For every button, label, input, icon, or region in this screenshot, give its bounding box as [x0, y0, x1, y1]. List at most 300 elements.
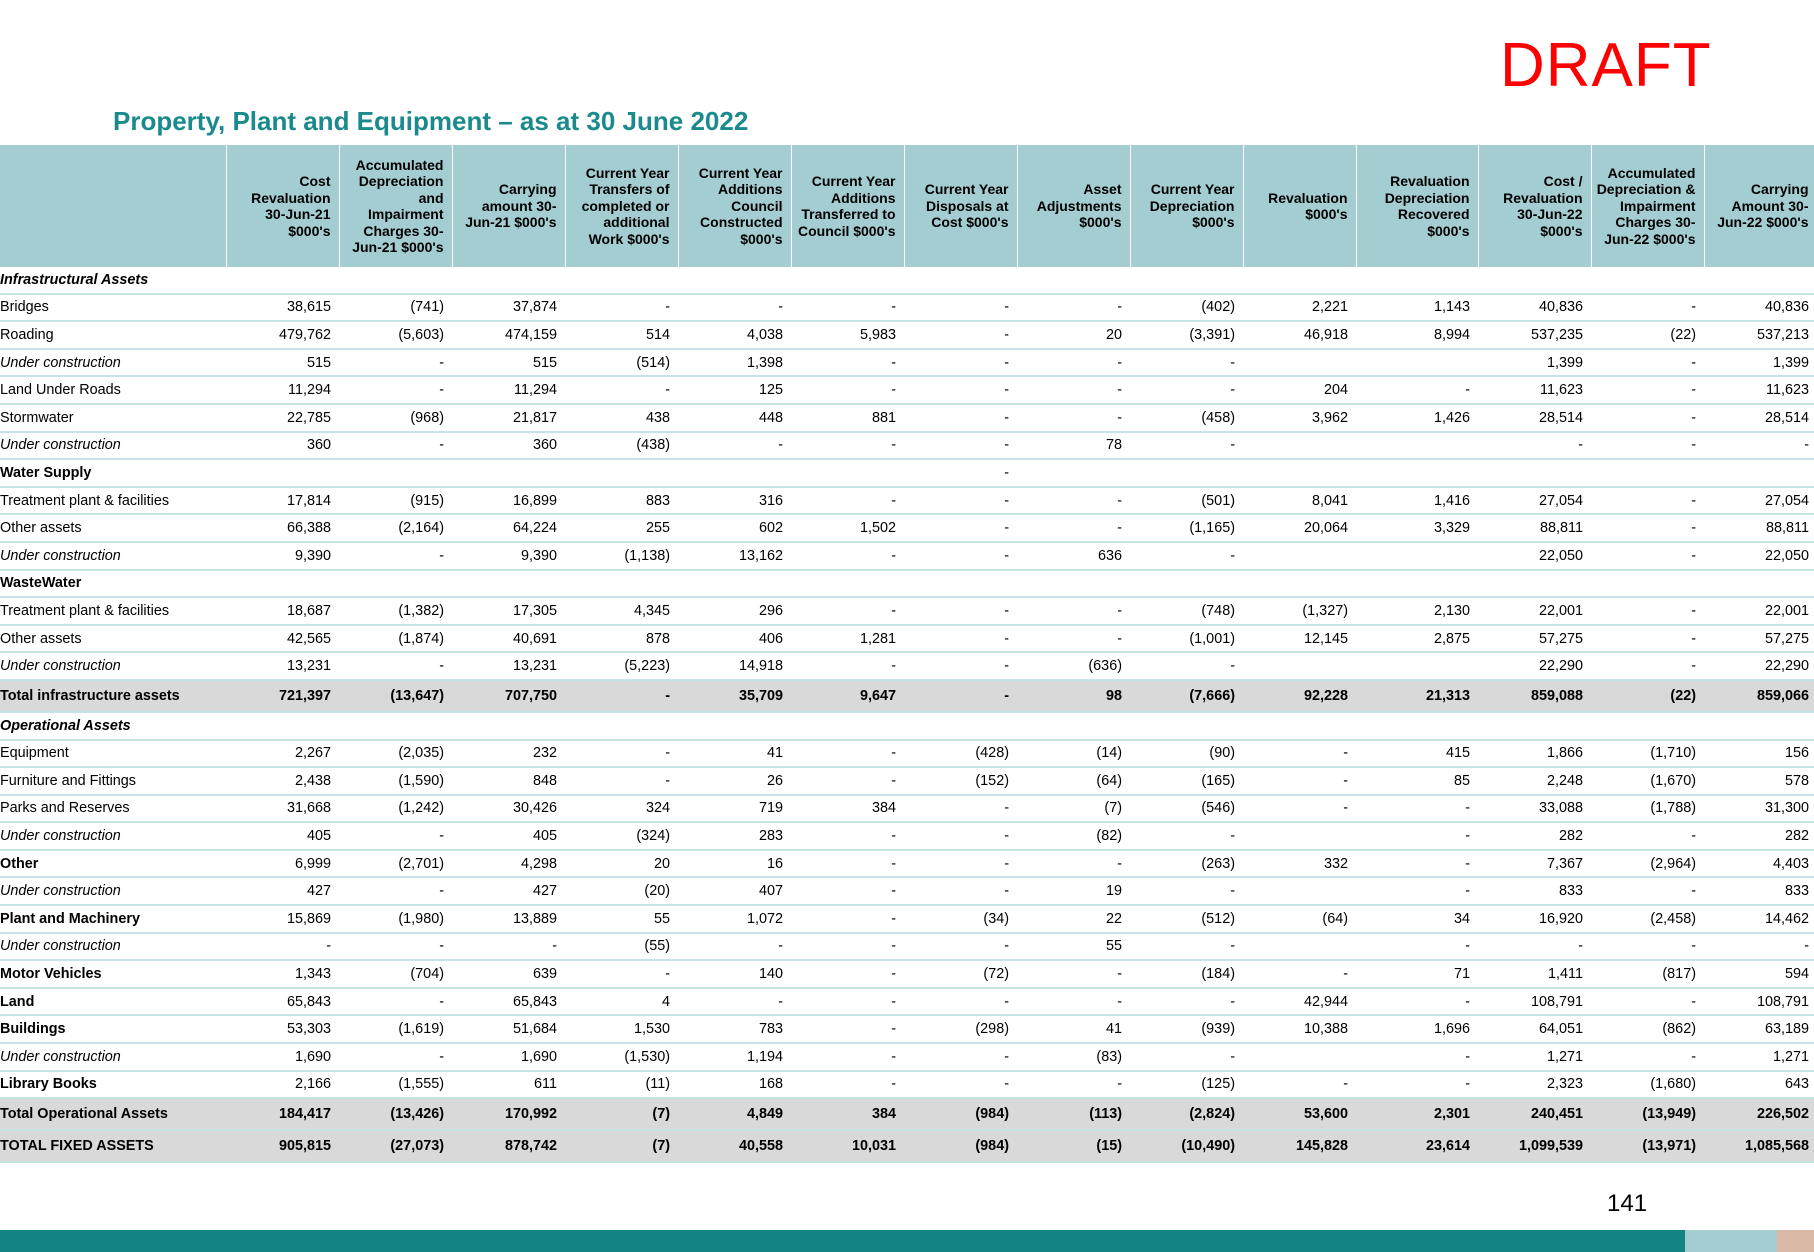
- table-cell: 35,709: [678, 680, 791, 712]
- table-cell: 2,267: [226, 740, 339, 768]
- table-cell: (15): [1017, 1130, 1130, 1162]
- table-cell: 20: [1017, 321, 1130, 349]
- table-cell: -: [1130, 933, 1243, 961]
- table-cell: [1591, 267, 1704, 294]
- table-cell: 20: [565, 850, 678, 878]
- table-cell: 515: [226, 349, 339, 377]
- table-cell: -: [791, 767, 904, 795]
- row-label: Library Books: [0, 1071, 226, 1099]
- column-header: Current Year Depreciation $000's: [1130, 145, 1243, 267]
- table-cell: 1,690: [452, 1043, 565, 1071]
- table-cell: 18,687: [226, 597, 339, 625]
- table-cell: -: [1017, 514, 1130, 542]
- table-cell: -: [1591, 404, 1704, 432]
- table-cell: -: [678, 933, 791, 961]
- table-cell: (13,971): [1591, 1130, 1704, 1162]
- column-header: [0, 145, 226, 267]
- table-cell: 2,323: [1478, 1071, 1591, 1099]
- table-cell: 41: [1017, 1015, 1130, 1043]
- table-cell: 905,815: [226, 1130, 339, 1162]
- table-cell: 42,565: [226, 625, 339, 653]
- table-cell: [1478, 459, 1591, 487]
- table-cell: 184,417: [226, 1098, 339, 1130]
- table-cell: [791, 459, 904, 487]
- table-cell: 1,399: [1478, 349, 1591, 377]
- table-cell: 384: [791, 795, 904, 823]
- table-cell: (817): [1591, 960, 1704, 988]
- table-cell: 636: [1017, 542, 1130, 570]
- table-cell: -: [339, 376, 452, 404]
- table-row: [0, 294, 1814, 322]
- table-row: [0, 1015, 1814, 1043]
- section-row: [0, 267, 1814, 294]
- table-cell: -: [791, 542, 904, 570]
- table-cell: (90): [1130, 740, 1243, 768]
- row-label: Land: [0, 988, 226, 1016]
- table-cell: -: [1591, 432, 1704, 460]
- row-label: Under construction: [0, 933, 226, 961]
- table-cell: 31,300: [1704, 795, 1814, 823]
- table-cell: (64): [1243, 905, 1356, 933]
- table-cell: [1243, 822, 1356, 850]
- table-cell: 28,514: [1478, 404, 1591, 432]
- table-cell: -: [791, 432, 904, 460]
- row-label: Under construction: [0, 822, 226, 850]
- table-cell: (512): [1130, 905, 1243, 933]
- row-label: Under construction: [0, 542, 226, 570]
- table-row: [0, 740, 1814, 768]
- table-cell: [791, 570, 904, 598]
- table-cell: -: [1243, 767, 1356, 795]
- table-cell: [1130, 267, 1243, 294]
- table-cell: (1,980): [339, 905, 452, 933]
- table-cell: -: [565, 960, 678, 988]
- table-cell: 66,388: [226, 514, 339, 542]
- table-cell: -: [1591, 1043, 1704, 1071]
- table-cell: -: [678, 432, 791, 460]
- table-row: [0, 877, 1814, 905]
- table-cell: 4,298: [452, 850, 565, 878]
- table-row: [0, 850, 1814, 878]
- table-cell: (546): [1130, 795, 1243, 823]
- table-cell: (1,530): [565, 1043, 678, 1071]
- table-cell: -: [791, 487, 904, 515]
- table-cell: [1356, 570, 1478, 598]
- table-cell: 515: [452, 349, 565, 377]
- table-cell: -: [1243, 960, 1356, 988]
- table-cell: 240,451: [1478, 1098, 1591, 1130]
- table-cell: 13,162: [678, 542, 791, 570]
- table-cell: (34): [904, 905, 1017, 933]
- table-cell: 448: [678, 404, 791, 432]
- table-cell: -: [565, 740, 678, 768]
- row-label: Total Operational Assets: [0, 1098, 226, 1130]
- table-cell: 13,889: [452, 905, 565, 933]
- table-cell: 2,438: [226, 767, 339, 795]
- table-cell: -: [791, 960, 904, 988]
- table-cell: 332: [1243, 850, 1356, 878]
- table-cell: 602: [678, 514, 791, 542]
- table-cell: (11): [565, 1071, 678, 1099]
- table-cell: -: [904, 514, 1017, 542]
- table-cell: (748): [1130, 597, 1243, 625]
- table-cell: 55: [565, 905, 678, 933]
- table-cell: 22,785: [226, 404, 339, 432]
- table-cell: 40,836: [1478, 294, 1591, 322]
- row-label: Bridges: [0, 294, 226, 322]
- table-cell: 13,231: [452, 652, 565, 680]
- column-header: Accumulated Depreciation and Impairment Charges 30-Jun-21 $000's: [339, 145, 452, 267]
- table-cell: -: [904, 822, 1017, 850]
- table-cell: 57,275: [1704, 625, 1814, 653]
- table-cell: 108,791: [1478, 988, 1591, 1016]
- table-cell: 474,159: [452, 321, 565, 349]
- table-cell: 282: [1478, 822, 1591, 850]
- table-cell: -: [904, 294, 1017, 322]
- table-cell: 21,313: [1356, 680, 1478, 712]
- table-cell: 65,843: [452, 988, 565, 1016]
- table-cell: (263): [1130, 850, 1243, 878]
- table-cell: [1243, 652, 1356, 680]
- table-cell: (10,490): [1130, 1130, 1243, 1162]
- table-cell: -: [904, 933, 1017, 961]
- table-cell: 1,530: [565, 1015, 678, 1043]
- row-label: Operational Assets: [0, 712, 226, 740]
- table-cell: [1356, 652, 1478, 680]
- table-cell: 1,271: [1704, 1043, 1814, 1071]
- table-cell: 14,918: [678, 652, 791, 680]
- table-cell: 438: [565, 404, 678, 432]
- column-header: Cost Revaluation 30-Jun-21 $000's: [226, 145, 339, 267]
- table-cell: 324: [565, 795, 678, 823]
- table-cell: [1243, 349, 1356, 377]
- table-cell: (64): [1017, 767, 1130, 795]
- table-cell: -: [791, 850, 904, 878]
- table-cell: [1130, 570, 1243, 598]
- table-cell: 51,684: [452, 1015, 565, 1043]
- table-cell: (1,680): [1591, 1071, 1704, 1099]
- row-label: Other: [0, 850, 226, 878]
- table-cell: -: [904, 988, 1017, 1016]
- table-cell: (1,788): [1591, 795, 1704, 823]
- table-cell: 53,303: [226, 1015, 339, 1043]
- table-cell: 41: [678, 740, 791, 768]
- table-cell: (125): [1130, 1071, 1243, 1099]
- table-cell: 514: [565, 321, 678, 349]
- table-cell: (968): [339, 404, 452, 432]
- table-cell: 1,085,568: [1704, 1130, 1814, 1162]
- row-label: Treatment plant & facilities: [0, 487, 226, 515]
- table-cell: -: [791, 1043, 904, 1071]
- row-label: Under construction: [0, 1043, 226, 1071]
- table-cell: 360: [452, 432, 565, 460]
- column-header: Current Year Additions Council Constructed $000's: [678, 145, 791, 267]
- table-cell: [1478, 267, 1591, 294]
- table-cell: -: [791, 905, 904, 933]
- table-cell: 415: [1356, 740, 1478, 768]
- table-cell: -: [1130, 432, 1243, 460]
- table-cell: -: [904, 652, 1017, 680]
- table-cell: 783: [678, 1015, 791, 1043]
- table-cell: -: [791, 933, 904, 961]
- table-cell: 65,843: [226, 988, 339, 1016]
- table-cell: -: [1591, 294, 1704, 322]
- table-cell: (324): [565, 822, 678, 850]
- table-cell: -: [1017, 960, 1130, 988]
- table-cell: 170,992: [452, 1098, 565, 1130]
- table-cell: 40,836: [1704, 294, 1814, 322]
- table-cell: -: [1591, 514, 1704, 542]
- table-cell: 405: [226, 822, 339, 850]
- table-cell: -: [791, 988, 904, 1016]
- table-cell: -: [904, 321, 1017, 349]
- row-label: Treatment plant & facilities: [0, 597, 226, 625]
- table-cell: 1,411: [1478, 960, 1591, 988]
- table-cell: 22,001: [1704, 597, 1814, 625]
- table-cell: 23,614: [1356, 1130, 1478, 1162]
- table-row: [0, 514, 1814, 542]
- table-cell: [1704, 459, 1814, 487]
- table-cell: 537,213: [1704, 321, 1814, 349]
- table-cell: 12,145: [1243, 625, 1356, 653]
- table-cell: -: [1356, 376, 1478, 404]
- table-cell: 1,143: [1356, 294, 1478, 322]
- table-cell: -: [1130, 652, 1243, 680]
- table-cell: [226, 267, 339, 294]
- table-cell: -: [904, 1043, 1017, 1071]
- table-cell: -: [565, 376, 678, 404]
- table-cell: (1,619): [339, 1015, 452, 1043]
- table-cell: 27,054: [1478, 487, 1591, 515]
- table-cell: 1,099,539: [1478, 1130, 1591, 1162]
- table-cell: 8,994: [1356, 321, 1478, 349]
- draft-watermark: DRAFT: [1500, 31, 1712, 100]
- table-cell: -: [904, 404, 1017, 432]
- table-cell: [678, 459, 791, 487]
- table-cell: 1,866: [1478, 740, 1591, 768]
- table-row: [0, 542, 1814, 570]
- table-cell: -: [904, 376, 1017, 404]
- table-cell: 719: [678, 795, 791, 823]
- table-cell: [226, 712, 339, 740]
- table-row: [0, 570, 1814, 598]
- table-cell: -: [791, 652, 904, 680]
- table-cell: -: [791, 822, 904, 850]
- row-label: TOTAL FIXED ASSETS: [0, 1130, 226, 1162]
- table-body: [0, 267, 1814, 1162]
- table-cell: (14): [1017, 740, 1130, 768]
- table-cell: (113): [1017, 1098, 1130, 1130]
- table-cell: -: [904, 625, 1017, 653]
- table-cell: 22,290: [1478, 652, 1591, 680]
- table-cell: (1,242): [339, 795, 452, 823]
- table-cell: (2,035): [339, 740, 452, 768]
- table-cell: -: [339, 652, 452, 680]
- table-cell: 2,166: [226, 1071, 339, 1099]
- row-label: Under construction: [0, 349, 226, 377]
- table-cell: 204: [1243, 376, 1356, 404]
- table-cell: [1356, 712, 1478, 740]
- table-cell: -: [1130, 1043, 1243, 1071]
- table-cell: [1591, 459, 1704, 487]
- table-cell: -: [791, 1015, 904, 1043]
- table-cell: 3,329: [1356, 514, 1478, 542]
- table-cell: 1,194: [678, 1043, 791, 1071]
- table-cell: -: [904, 597, 1017, 625]
- table-cell: -: [339, 1043, 452, 1071]
- table-cell: [565, 459, 678, 487]
- table-cell: 9,390: [452, 542, 565, 570]
- table-cell: (83): [1017, 1043, 1130, 1071]
- table-cell: 639: [452, 960, 565, 988]
- table-cell: [1017, 712, 1130, 740]
- table-cell: -: [791, 597, 904, 625]
- table-cell: -: [1356, 822, 1478, 850]
- table-row: [0, 822, 1814, 850]
- table-cell: (13,647): [339, 680, 452, 712]
- table-cell: -: [904, 795, 1017, 823]
- table-cell: (82): [1017, 822, 1130, 850]
- table-cell: [1704, 267, 1814, 294]
- table-cell: 4,038: [678, 321, 791, 349]
- table-cell: 8,041: [1243, 487, 1356, 515]
- table-cell: -: [1356, 850, 1478, 878]
- table-cell: 316: [678, 487, 791, 515]
- table-row: [0, 988, 1814, 1016]
- table-cell: -: [226, 933, 339, 961]
- row-label: Furniture and Fittings: [0, 767, 226, 795]
- row-label: Roading: [0, 321, 226, 349]
- table-row: [0, 933, 1814, 961]
- table-cell: -: [339, 542, 452, 570]
- table-cell: -: [1591, 652, 1704, 680]
- table-cell: [226, 570, 339, 598]
- table-row: [0, 795, 1814, 823]
- table-row: [0, 652, 1814, 680]
- table-cell: 2,301: [1356, 1098, 1478, 1130]
- table-cell: -: [1591, 349, 1704, 377]
- table-cell: [452, 712, 565, 740]
- table-cell: 833: [1704, 877, 1814, 905]
- table-cell: 64,051: [1478, 1015, 1591, 1043]
- table-cell: [791, 712, 904, 740]
- row-label: Land Under Roads: [0, 376, 226, 404]
- table-cell: [1017, 570, 1130, 598]
- table-cell: 578: [1704, 767, 1814, 795]
- table-cell: 427: [452, 877, 565, 905]
- table-cell: 1,502: [791, 514, 904, 542]
- section-row: [0, 712, 1814, 740]
- table-cell: 108,791: [1704, 988, 1814, 1016]
- table-cell: -: [678, 988, 791, 1016]
- table-cell: [452, 570, 565, 598]
- table-cell: 140: [678, 960, 791, 988]
- table-cell: 63,189: [1704, 1015, 1814, 1043]
- table-cell: -: [904, 877, 1017, 905]
- table-cell: [678, 712, 791, 740]
- table-cell: (1,710): [1591, 740, 1704, 768]
- table-cell: -: [904, 487, 1017, 515]
- table-cell: [1356, 432, 1478, 460]
- table-cell: -: [1591, 597, 1704, 625]
- table-cell: 878,742: [452, 1130, 565, 1162]
- row-label: Total infrastructure assets: [0, 680, 226, 712]
- table-cell: (939): [1130, 1015, 1243, 1043]
- row-label: Water Supply: [0, 459, 226, 487]
- table-cell: 71: [1356, 960, 1478, 988]
- table-cell: 1,696: [1356, 1015, 1478, 1043]
- table-cell: [1243, 570, 1356, 598]
- table-cell: (636): [1017, 652, 1130, 680]
- table-row: [0, 960, 1814, 988]
- table-cell: -: [1591, 988, 1704, 1016]
- table-cell: -: [904, 680, 1017, 712]
- table-cell: -: [339, 988, 452, 1016]
- table-cell: -: [452, 933, 565, 961]
- table-cell: -: [1704, 432, 1814, 460]
- table-cell: [1356, 267, 1478, 294]
- table-cell: 92,228: [1243, 680, 1356, 712]
- table-cell: 1,398: [678, 349, 791, 377]
- table-cell: 384: [791, 1098, 904, 1130]
- table-cell: 859,066: [1704, 680, 1814, 712]
- table-cell: [1243, 877, 1356, 905]
- table-cell: 881: [791, 404, 904, 432]
- table-cell: [339, 570, 452, 598]
- table-cell: (7,666): [1130, 680, 1243, 712]
- table-cell: (1,555): [339, 1071, 452, 1099]
- table-cell: (704): [339, 960, 452, 988]
- table-cell: 31,668: [226, 795, 339, 823]
- table-cell: (438): [565, 432, 678, 460]
- table-cell: -: [1591, 822, 1704, 850]
- table-cell: (428): [904, 740, 1017, 768]
- table-cell: [1478, 712, 1591, 740]
- table-cell: 17,305: [452, 597, 565, 625]
- table-cell: 42,944: [1243, 988, 1356, 1016]
- table-cell: 22: [1017, 905, 1130, 933]
- table-cell: (1,327): [1243, 597, 1356, 625]
- table-cell: 2,875: [1356, 625, 1478, 653]
- table-cell: 6,999: [226, 850, 339, 878]
- table-cell: 125: [678, 376, 791, 404]
- column-header: Asset Adjustments $000's: [1017, 145, 1130, 267]
- table-cell: [339, 712, 452, 740]
- table-cell: -: [1704, 933, 1814, 961]
- table-row: [0, 487, 1814, 515]
- table-cell: -: [678, 294, 791, 322]
- table-cell: 4,403: [1704, 850, 1814, 878]
- column-header: Current Year Additions Transferred to Council $000's: [791, 145, 904, 267]
- table-cell: 1,399: [1704, 349, 1814, 377]
- table-cell: 255: [565, 514, 678, 542]
- table-cell: [452, 267, 565, 294]
- table-cell: [1356, 542, 1478, 570]
- table-cell: (13,949): [1591, 1098, 1704, 1130]
- table-cell: 20,064: [1243, 514, 1356, 542]
- column-header: Carrying Amount 30-Jun-22 $000's: [1704, 145, 1814, 267]
- table-cell: -: [1017, 294, 1130, 322]
- table-cell: 85: [1356, 767, 1478, 795]
- table-cell: 2,248: [1478, 767, 1591, 795]
- table-cell: -: [1591, 625, 1704, 653]
- table-cell: (5,603): [339, 321, 452, 349]
- table-cell: -: [1478, 432, 1591, 460]
- table-cell: 878: [565, 625, 678, 653]
- table-cell: 1,072: [678, 905, 791, 933]
- row-label: Under construction: [0, 877, 226, 905]
- table-cell: 13,231: [226, 652, 339, 680]
